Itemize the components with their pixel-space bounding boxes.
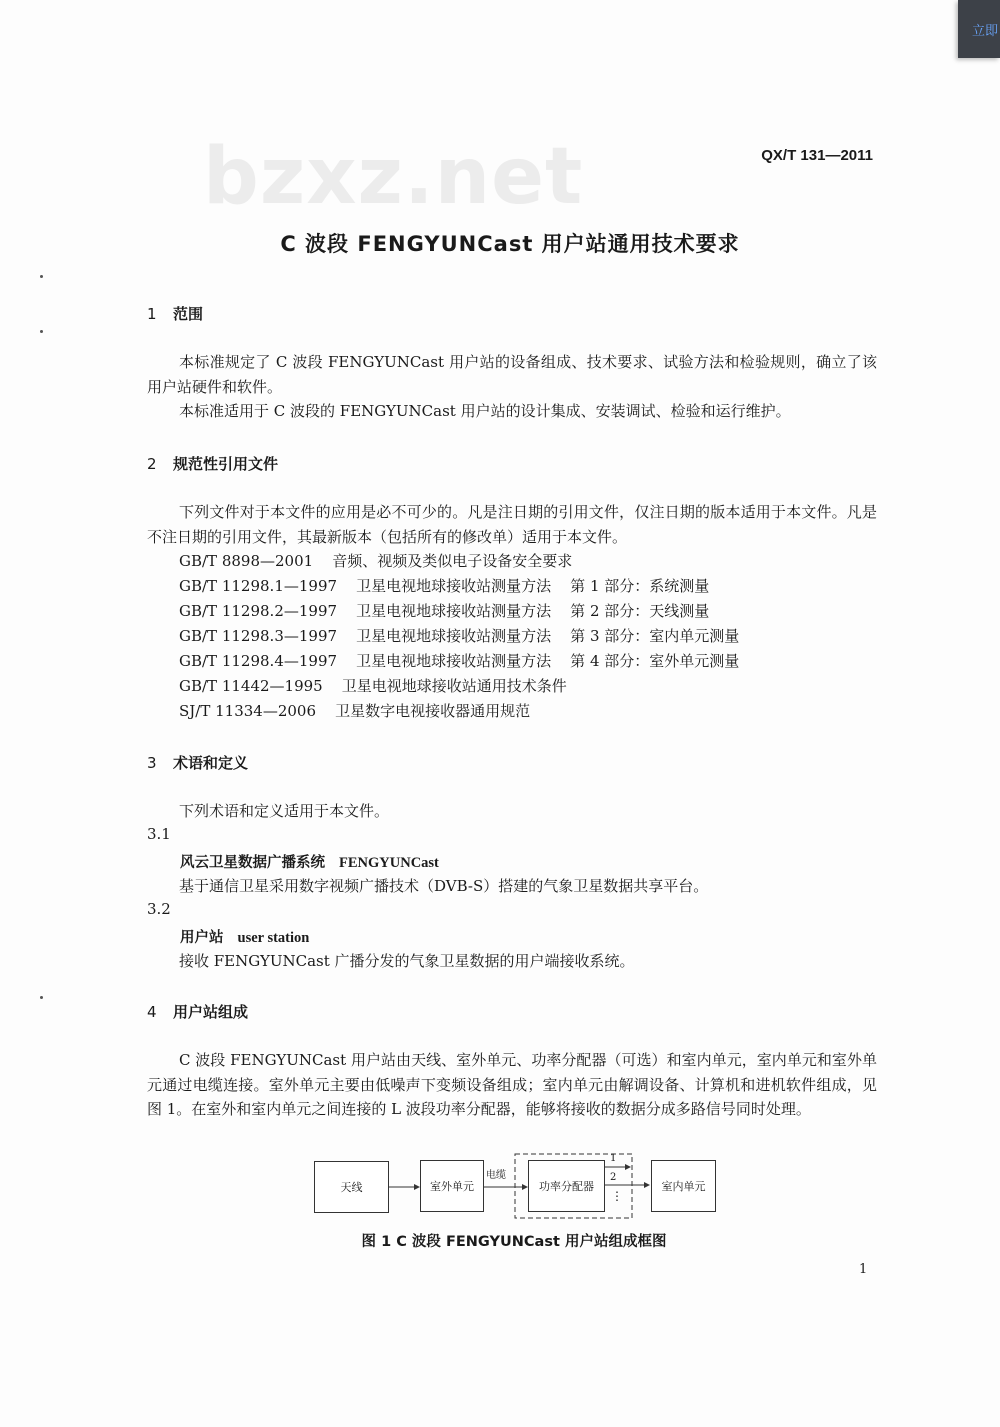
scan-speck xyxy=(40,996,43,999)
term-en: FENGYUNCast xyxy=(339,855,439,871)
reference-item: GB/T 11298.4—1997 卫星电视地球接收站测量方法 第 4 部分：室外单元测量 xyxy=(179,652,740,670)
composition-paragraph: C 波段 FENGYUNCast 用户站由天线、室外单元、功率分配器（可选）和室内单元，室内单元和室外单元通过电缆连接。室外单元主要由低噪声下变频设备组成；室内单元由解调设备、计算机和进机软件组成，见图 1。在室外和室内单元之间连接的 L 波段功率分配器，能够将接收的数据分成多路信号同时处理。 xyxy=(147,1051,877,1118)
antenna-box: 天线 xyxy=(314,1161,389,1213)
term-number: 3.2 xyxy=(147,900,171,918)
section-heading-references xyxy=(147,453,278,474)
section-title: 规范性引用文件 xyxy=(173,455,279,473)
section-title: 术语和定义 xyxy=(173,754,249,772)
term-heading xyxy=(180,926,309,947)
scan-speck xyxy=(40,330,43,333)
scope-paragraph-1: 本标准规定了 C 波段 FENGYUNCast 用户站的设备组成、技术要求、试验方法和检验规则，确立了该用户站硬件和软件。 xyxy=(147,353,877,396)
reference-item: GB/T 11298.3—1997 卫星电视地球接收站测量方法 第 3 部分：室内单元测量 xyxy=(179,627,740,645)
port-ellipsis: ⋮ xyxy=(611,1189,623,1203)
document-title: C 波段 FENGYUNCast 用户站通用技术要求 xyxy=(280,232,740,256)
power-splitter-box: 功率分配器 xyxy=(528,1160,605,1212)
reference-item: GB/T 11298.2—1997 卫星电视地球接收站测量方法 第 2 部分：天线测量 xyxy=(179,602,710,620)
terms-intro: 下列术语和定义适用于本文件。 xyxy=(179,802,390,820)
outdoor-unit-box: 室外单元 xyxy=(420,1160,484,1212)
term-definition: 接收 FENGYUNCast 广播分发的气象卫星数据的用户端接收系统。 xyxy=(179,952,635,970)
section-number: 3 xyxy=(147,754,157,772)
scan-speck xyxy=(40,275,43,278)
section-heading-terms xyxy=(147,752,248,773)
scope-paragraph-2: 本标准适用于 C 波段的 FENGYUNCast 用户站的设计集成、安装调试、检验和运行维护。 xyxy=(179,402,791,420)
section-number: 2 xyxy=(147,455,157,473)
reference-item: GB/T 11442—1995 卫星电视地球接收站通用技术条件 xyxy=(179,677,567,695)
term-number: 3.1 xyxy=(147,825,171,843)
term-heading xyxy=(180,851,439,872)
section-heading-composition xyxy=(147,1001,248,1022)
section-title: 用户站组成 xyxy=(173,1003,249,1021)
section-heading-scope xyxy=(147,303,203,324)
section-title: 范围 xyxy=(173,305,204,323)
term-zh: 风云卫星数据广播系统 xyxy=(180,855,325,871)
watermark: bzxz.net xyxy=(203,132,584,222)
reference-item: SJ/T 11334—2006 卫星数字电视接收器通用规范 xyxy=(179,702,531,720)
reference-item: GB/T 11298.1—1997 卫星电视地球接收站测量方法 第 1 部分：系统测量 xyxy=(179,577,710,595)
page-number: 1 xyxy=(859,1262,868,1277)
references-intro: 下列文件对于本文件的应用是必不可少的。凡是注日期的引用文件，仅注日期的版本适用于本文件。凡是不注日期的引用文件，其最新版本（包括所有的修改单）适用于本文件。 xyxy=(147,503,877,546)
port-2-label: 2 xyxy=(610,1172,617,1183)
figure-caption: 图 1 C 波段 FENGYUNCast 用户站组成框图 xyxy=(361,1234,667,1250)
open-now-button[interactable]: 立即 xyxy=(958,0,1000,58)
cable-label: 电缆 xyxy=(486,1170,506,1181)
term-definition: 基于通信卫星采用数字视频广播技术（DVB-S）搭建的气象卫星数据共享平台。 xyxy=(179,877,709,895)
port-1-label: 1 xyxy=(610,1153,617,1164)
reference-item: GB/T 8898—2001 音频、视频及类似电子设备安全要求 xyxy=(179,552,573,570)
standard-number: QX/T 131—2011 xyxy=(761,147,873,164)
indoor-unit-box: 室内单元 xyxy=(651,1160,716,1212)
term-en: user station xyxy=(237,930,310,946)
section-number: 1 xyxy=(147,305,157,323)
term-zh: 用户站 xyxy=(180,930,224,946)
section-number: 4 xyxy=(147,1003,157,1021)
block-diagram xyxy=(300,1150,740,1225)
